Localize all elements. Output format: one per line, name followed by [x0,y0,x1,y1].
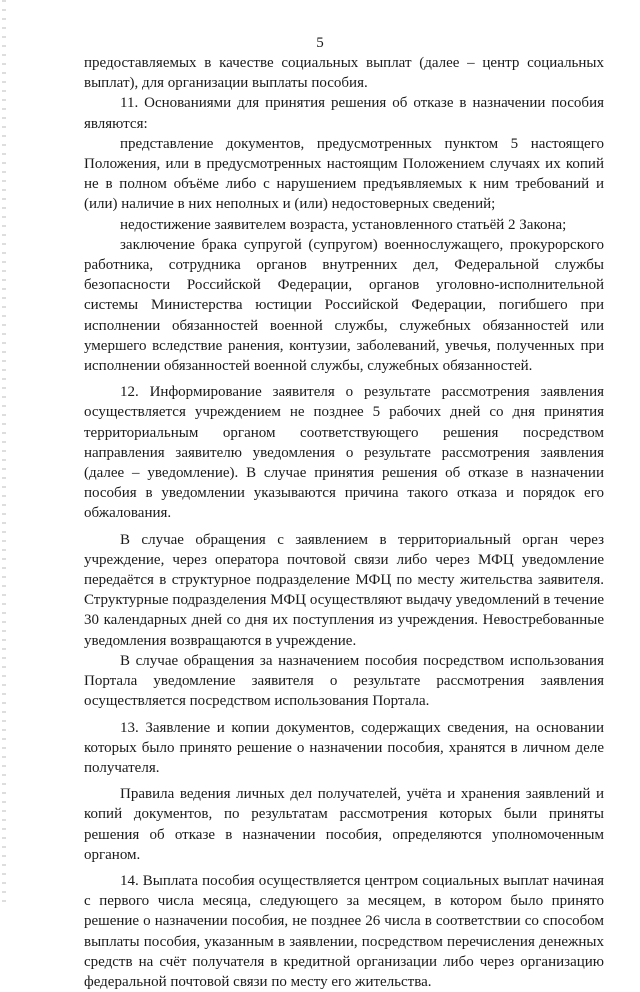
paragraph-ground-marriage: заключение брака супругой (супругом) военнослужащего, прокурорского работника, сотрудника органов внутренних дел, Федеральной службы безопасности Российской Федерации, органов уголовно-исполнительной системы Министерства юстиции Российской Федерации, погибшего при исполнении обязанностей военной службы, служебных обязанностей или умершего вследствие ранения, контузии, заболеваний, увечья, полученных при исполнении обязанностей военной службы, служебных обязанностей. [84,236,604,375]
paragraph-item-11: 11. Основаниями для принятия решения об отказе в назначении пособия являются: [84,95,604,132]
scan-edge-marks [2,0,6,905]
paragraph-continuation: предоставляемых в качестве социальных выплат (далее – центр социальных выплат), для организации выплаты пособия. [84,55,604,92]
paragraph-item-14: 14. Выплата пособия осуществляется центром социальных выплат начиная с первого числа месяца, следующего за месяцем, в котором было принято решение о назначении пособия, не позднее 26 числа в соответствии со способом выплаты пособия, указанным в заявлении, посредством перечисления денежных средств на счёт получателя в кредитной организации либо через организацию федеральной почтовой связи по месту его жительства. [84,872,604,990]
paragraph-portal-notification: В случае обращения за назначением пособия посредством использования Портала уведомление заявителя о результате рассмотрения заявления осуществляется посредством использования Портала. [84,652,604,710]
page-number: 5 [316,35,324,51]
paragraph-item-13: 13. Заявление и копии документов, содержащих сведения, на основании которых было принято решение о назначении пособия, хранятся в личном деле получателя. [84,719,604,776]
paragraph-records-rules: Правила ведения личных дел получателей, учёта и хранения заявлений и копий документов, по результатам рассмотрения которых были приняты решения об отказе в назначении пособия, определяются уполномоченным органом. [84,786,604,863]
paragraph-ground-documents: представление документов, предусмотренных пунктом 5 настоящего Положения, или в предусмотренных настоящим Положением случаях их копий не в полном объёме либо с нарушением предъявляемых к ним требований и (или) наличие в них неполных и (или) недостоверных сведений; [84,135,604,213]
paragraph-mfc-notification: В случае обращения с заявлением в территориальный орган через учреждение, через оператора почтовой связи либо через МФЦ уведомление передаётся в структурное подразделение МФЦ по месту жительства заявителя. Структурные подразделения МФЦ осуществляют выдачу уведомлений в течение 30 календарных дней со дня их поступления из учреждения. Невостребованные уведомления возвращаются в учреждение. [84,531,604,649]
document-body [84,53,604,992]
paragraph-ground-age: недостижение заявителем возраста, установленного статьёй 2 Закона; [120,216,567,233]
paragraph-item-12: 12. Информирование заявителя о результате рассмотрения заявления осуществляется учреждением не позднее 5 рабочих дней со дня принятия территориальным органом соответствующего решения посредством направления заявителю уведомления о результате рассмотрения заявления (далее – уведомление). В случае принятия решения об отказе в назначении пособия в уведомлении указываются причина такого отказа и порядок его обжалования. [84,384,604,522]
